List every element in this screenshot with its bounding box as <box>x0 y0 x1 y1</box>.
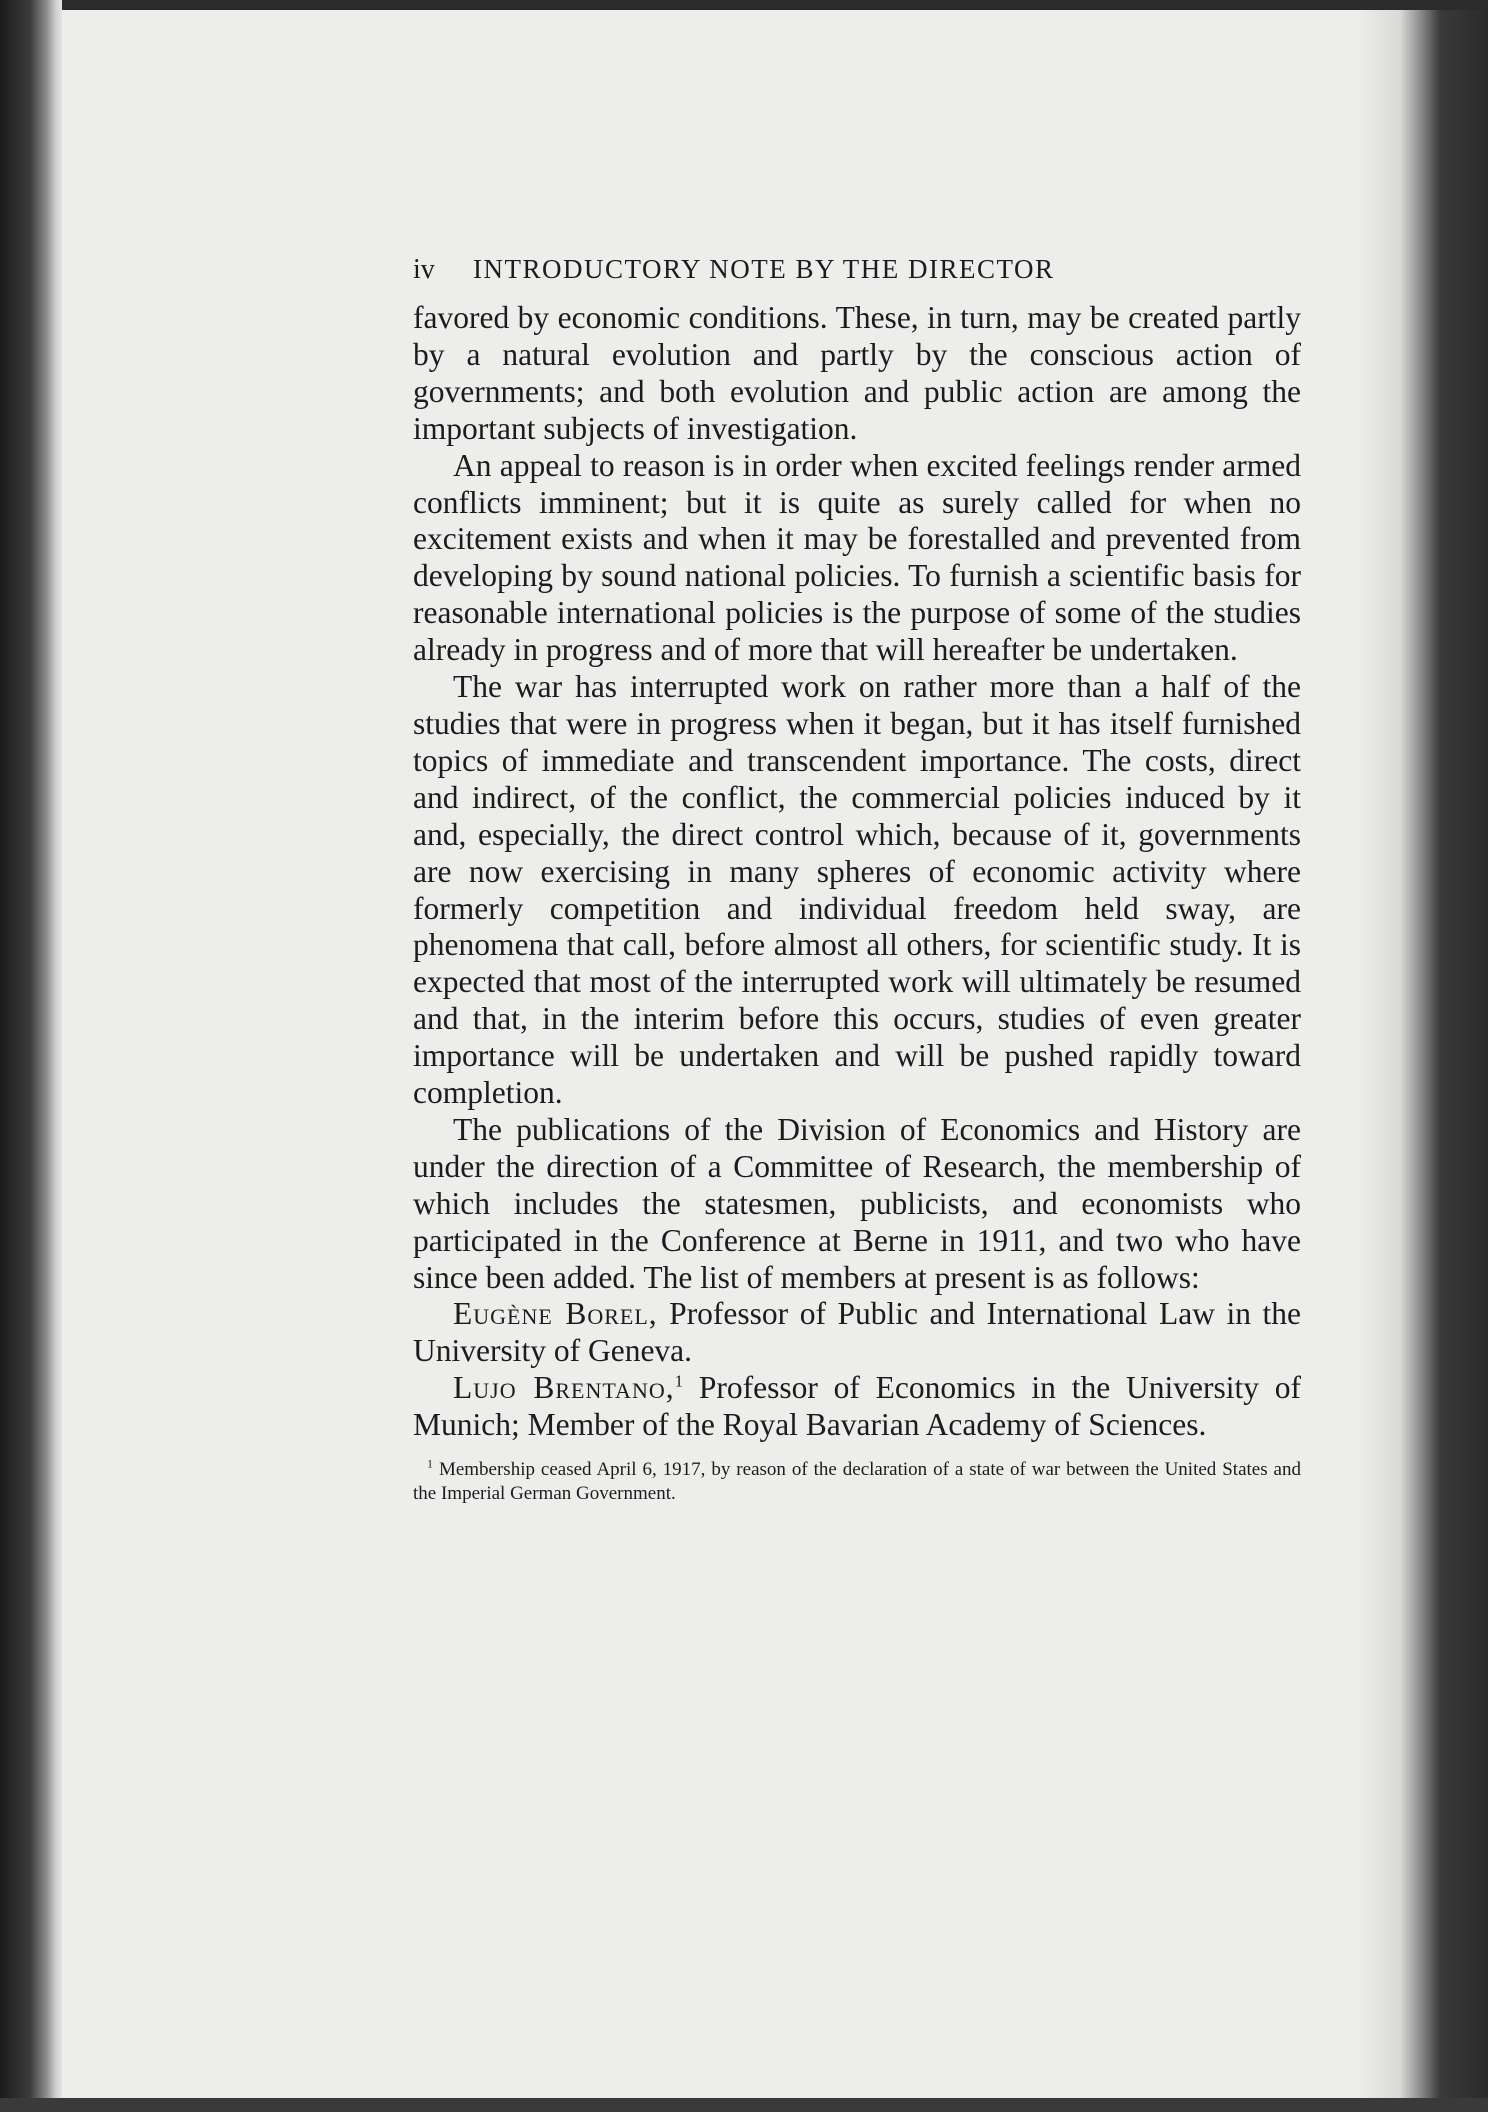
member-description: Professor of Economics in the University of Munich; Member of the Royal Bavarian Academy of Sciences. <box>413 1370 1301 1443</box>
page-number: iv <box>413 254 435 285</box>
footnote-mark: 1 <box>427 1456 433 1471</box>
member-name: Eugène Borel, <box>453 1296 658 1332</box>
paragraph: The war has interrupted work on rather more than a half of the studies that were in progress when it began, but it has itself furnished topics of immediate and transcendent importance. The costs, direct and indirect, of the conflict, the commercial policies induced by it and, especially, the direct control which, because of it, governments are now exercising in many spheres of economic activity where formerly competition and individual freedom held sway, are phenomena that call, before almost all others, for scientific study. It is expected that most of the interrupted work will ultimately be resumed and that, in the interim before this occurs, studies of even greater importance will be undertaken and will be pushed rapidly toward completion. <box>413 669 1301 1111</box>
footnote-text: Membership ceased April 6, 1917, by reason of the declaration of a state of war between the United States and the Imperial German Government. <box>413 1459 1301 1505</box>
page-text <box>413 254 1301 1506</box>
running-header <box>413 254 1301 298</box>
footnote-reference: 1 <box>674 1371 684 1391</box>
paragraph: The publications of the Division of Economics and History are under the direction of a Committee of Research, the membership of which includes the statesmen, publicists, and economists who participated in the Conference at Berne in 1911, and two who have since been added. The list of members at present is as follows: <box>413 1111 1301 1295</box>
running-title: INTRODUCTORY NOTE BY THE DIRECTOR <box>473 254 1055 284</box>
footnote <box>413 1458 1301 1506</box>
member-entry <box>413 1370 1301 1444</box>
book-spine-edge <box>0 0 62 2112</box>
member-description: Professor of Public and International Law in the University of Geneva. <box>413 1296 1301 1369</box>
scan-border-bottom <box>0 2098 1488 2112</box>
paragraph: favored by economic conditions. These, in turn, may be created partly by a natural evolution and partly by the conscious action of governments; and both evolution and public action are among the important subjects of investigation. <box>413 300 1301 446</box>
member-entry <box>413 1296 1301 1370</box>
member-name: Lujo Brentano, <box>453 1370 675 1406</box>
paragraph: An appeal to reason is in order when excited feelings render armed conflicts imminent; but it is quite as surely called for when no excitement exists and when it may be forestalled and prevented from developing by sound national policies. To furnish a scientific basis for reasonable international policies is the purpose of some of the studies already in progress and of more that will hereafter be undertaken. <box>413 447 1301 668</box>
page-gutter-shadow <box>1360 10 1488 2102</box>
